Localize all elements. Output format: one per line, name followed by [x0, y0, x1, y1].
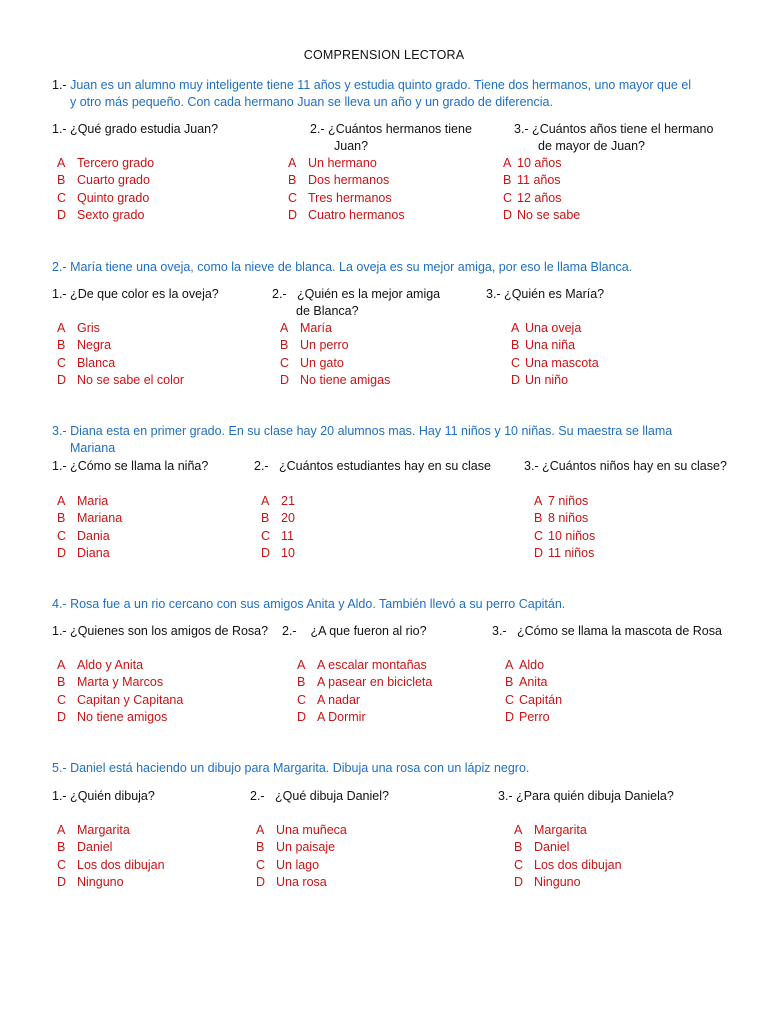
option-text: A escalar montañas [317, 658, 427, 672]
story-number: 1.- [52, 78, 67, 92]
question-label: 1.- ¿De que color es la oveja? [52, 287, 219, 301]
story-number: 5.- [52, 761, 67, 775]
answer-option[interactable] [57, 337, 184, 354]
option-text: Una muñeca [276, 823, 347, 837]
answer-option[interactable] [297, 657, 432, 674]
option-letter: C [57, 857, 67, 872]
option-letter: B [57, 675, 66, 690]
option-letter: C [57, 528, 67, 543]
question-1-2 [310, 121, 472, 155]
option-letter: D [505, 709, 515, 724]
options-4-2 [297, 657, 432, 726]
option-text: Una oveja [525, 321, 582, 335]
option-letter: C [280, 355, 290, 370]
answer-option[interactable] [57, 545, 122, 562]
option-letter: A [57, 156, 66, 170]
answer-option[interactable] [57, 674, 183, 691]
answer-option[interactable] [514, 874, 622, 891]
question-2-2 [272, 286, 440, 320]
option-text: Ninguno [534, 874, 581, 889]
option-text: No tiene amigos [77, 709, 168, 724]
answer-option[interactable] [514, 857, 622, 874]
answer-option[interactable] [297, 709, 432, 726]
option-text: Anita [519, 675, 548, 690]
question-3-2 [254, 458, 491, 475]
story-text-line-1: Juan es un alumno muy inteligente tiene 11 años y estudia quinto grado. Tiene dos hermanos, uno mayor que el [70, 78, 692, 92]
option-letter: D [503, 207, 513, 222]
option-letter: B [505, 675, 514, 690]
option-text: Aldo [519, 658, 545, 672]
option-text: A nadar [317, 692, 361, 707]
option-text: Dos hermanos [308, 173, 390, 188]
option-letter: A [280, 321, 289, 335]
option-letter: D [288, 207, 298, 222]
answer-option[interactable] [256, 839, 347, 856]
option-text: A Dormir [317, 709, 366, 724]
option-letter: C [57, 692, 67, 707]
option-text: 12 años [517, 190, 562, 205]
question-4-2 [282, 623, 427, 640]
answer-option[interactable] [288, 190, 405, 207]
answer-option[interactable] [297, 692, 432, 709]
options-5-1 [57, 822, 165, 891]
answer-option[interactable] [57, 839, 165, 856]
option-text: Los dos dibujan [534, 857, 622, 872]
story-number: 4.- [52, 597, 67, 611]
option-text: 11 años [517, 173, 561, 188]
answer-option[interactable] [57, 709, 183, 726]
question-4-3 [492, 623, 722, 640]
option-text: Daniel [534, 840, 570, 855]
answer-option[interactable] [280, 337, 390, 354]
answer-option[interactable] [514, 822, 622, 839]
option-text: Margarita [77, 823, 130, 837]
question-4-1 [52, 623, 268, 640]
option-letter: D [534, 545, 544, 560]
answer-option[interactable] [57, 190, 154, 207]
option-letter: D [256, 874, 266, 889]
option-text: A pasear en bicicleta [317, 675, 433, 690]
question-label: 2.- ¿Quién es la mejor amiga [272, 287, 441, 301]
option-letter: A [57, 321, 66, 335]
options-5-2 [256, 822, 347, 891]
answer-option[interactable] [256, 822, 347, 839]
option-letter: C [297, 692, 307, 707]
answer-option[interactable] [280, 372, 390, 389]
option-text: No tiene amigas [300, 372, 391, 387]
option-text: 10 niños [548, 528, 596, 543]
answer-option[interactable] [505, 657, 562, 674]
option-text: Un niño [525, 372, 569, 387]
options-3-2 [261, 493, 295, 562]
option-letter: D [261, 545, 271, 560]
answer-option[interactable] [297, 674, 432, 691]
option-letter: C [503, 190, 513, 205]
option-text: 11 [281, 528, 294, 543]
answer-option[interactable] [511, 337, 599, 354]
option-text: Capitán [519, 692, 563, 707]
question-1-1 [52, 121, 218, 138]
question-label: 3.- ¿Cuántos años tiene el hermano [514, 122, 714, 136]
option-text: Marta y Marcos [77, 675, 164, 690]
option-text: Un gato [300, 355, 344, 370]
option-text: Cuatro hermanos [308, 207, 405, 222]
option-text: Un paisaje [276, 840, 336, 855]
option-letter: D [297, 709, 307, 724]
option-text: Negra [77, 338, 112, 353]
option-text: Tercero grado [77, 156, 155, 170]
option-letter: D [280, 372, 290, 387]
option-text: 10 [281, 545, 295, 560]
option-text: 7 niños [548, 494, 589, 508]
option-text: Gris [77, 321, 100, 335]
story-number: 2.- [52, 260, 67, 274]
question-5-2 [250, 788, 389, 805]
options-1-3 [503, 155, 580, 224]
answer-option[interactable] [57, 692, 183, 709]
question-3-3 [524, 458, 727, 475]
answer-option[interactable] [256, 874, 347, 891]
question-label-continued: de Blanca? [296, 304, 359, 318]
question-1-3 [514, 121, 713, 155]
question-label: 2.- ¿Cuántos hermanos tiene [310, 122, 472, 136]
option-text: Tres hermanos [308, 190, 392, 205]
answer-option[interactable] [503, 190, 580, 207]
story-paragraph-1 [52, 77, 732, 111]
question-2-3 [486, 286, 604, 303]
options-1-2 [288, 155, 405, 224]
options-3-3 [534, 493, 595, 562]
option-text: Una niña [525, 338, 576, 353]
option-letter: B [514, 840, 523, 855]
option-text: No se sabe [517, 207, 581, 222]
option-text: Diana [77, 545, 110, 560]
story-text-line-2: y otro más pequeño. Con cada hermano Juan se lleva un año y un grado de diferencia. [70, 95, 553, 109]
option-letter: A [57, 494, 66, 508]
answer-option[interactable] [511, 355, 599, 372]
question-label: 1.- ¿Cómo se llama la niña? [52, 459, 209, 473]
page-title: COMPRENSION LECTORA [303, 48, 465, 62]
answer-option[interactable] [261, 510, 295, 527]
question-5-1 [52, 788, 155, 805]
story-paragraph-4 [52, 596, 732, 613]
option-letter: C [57, 355, 67, 370]
answer-option[interactable] [514, 839, 622, 856]
option-text: Un lago [276, 857, 320, 872]
option-text: No se sabe el color [77, 372, 185, 387]
answer-option[interactable] [261, 528, 295, 545]
answer-option[interactable] [57, 510, 122, 527]
answer-option[interactable] [534, 510, 595, 527]
option-text: 20 [281, 511, 295, 526]
story-text-line-1: Rosa fue a un rio cercano con sus amigos Anita y Aldo. También llevó a su perro Capitán. [70, 597, 566, 611]
answer-option[interactable] [57, 874, 165, 891]
answer-option[interactable] [57, 493, 122, 510]
option-letter: C [57, 190, 67, 205]
option-letter: B [297, 675, 306, 690]
option-text: Blanca [77, 355, 116, 370]
options-1-1 [57, 155, 154, 224]
answer-option[interactable] [57, 372, 184, 389]
story-text-line-1: Daniel está haciendo un dibujo para Margarita. Dibuja una rosa con un lápiz negro. [70, 761, 530, 775]
option-text: María [300, 321, 332, 335]
question-label: 3.- ¿Cuántos niños hay en su clase? [524, 459, 727, 473]
answer-option[interactable] [288, 172, 405, 189]
option-letter: B [288, 173, 297, 188]
option-letter: B [57, 840, 66, 855]
story-text-line-1: Diana esta en primer grado. En su clase hay 20 alumnos mas. Hay 11 niños y 10 niñas. Su maestra se llama [70, 424, 673, 438]
answer-option[interactable] [57, 857, 165, 874]
answer-option[interactable] [503, 172, 580, 189]
answer-option[interactable] [280, 320, 390, 337]
option-letter: D [514, 874, 524, 889]
answer-option[interactable] [511, 372, 599, 389]
question-label-continued: Juan? [334, 139, 369, 153]
options-2-2 [280, 320, 390, 389]
question-label: 1.- ¿Quienes son los amigos de Rosa? [52, 624, 269, 638]
option-letter: C [534, 528, 544, 543]
option-letter: C [261, 528, 271, 543]
answer-option[interactable] [57, 172, 154, 189]
question-label: 2.- ¿Cuántos estudiantes hay en su clase [254, 459, 491, 473]
options-4-3 [505, 657, 562, 726]
option-text: Cuarto grado [77, 173, 150, 188]
answer-option[interactable] [57, 207, 154, 224]
answer-option[interactable] [503, 207, 580, 224]
question-2-1 [52, 286, 219, 303]
option-letter: B [534, 511, 543, 526]
option-letter: C [505, 692, 515, 707]
option-text: Ninguno [77, 874, 124, 889]
option-text: Sexto grado [77, 207, 145, 222]
question-label: 2.- ¿A que fueron al rio? [282, 624, 427, 638]
option-text: Maria [77, 494, 109, 508]
story-paragraph-5 [52, 760, 732, 777]
option-text: Capitan y Capitana [77, 692, 184, 707]
answer-option[interactable] [280, 355, 390, 372]
options-2-1 [57, 320, 184, 389]
answer-option[interactable] [505, 692, 562, 709]
options-3-1 [57, 493, 122, 562]
answer-option[interactable] [57, 528, 122, 545]
option-letter: A [534, 494, 543, 508]
question-label: 3.- ¿Cómo se llama la mascota de Rosa [492, 624, 722, 638]
question-label-continued: de mayor de Juan? [538, 139, 646, 153]
option-text: Los dos dibujan [77, 857, 165, 872]
option-letter: A [57, 658, 66, 672]
option-letter: D [57, 372, 67, 387]
option-text: Una rosa [276, 874, 327, 889]
options-2-3 [511, 320, 599, 389]
option-letter: A [57, 823, 66, 837]
options-4-1 [57, 657, 183, 726]
answer-option[interactable] [534, 528, 595, 545]
option-letter: C [514, 857, 524, 872]
option-letter: B [511, 338, 520, 353]
option-letter: D [57, 709, 67, 724]
option-text: 10 años [517, 156, 562, 170]
option-text: Quinto grado [77, 190, 150, 205]
question-label: 1.- ¿Qué grado estudia Juan? [52, 122, 219, 136]
story-paragraph-2 [52, 259, 732, 276]
option-text: 21 [281, 494, 295, 508]
option-letter: C [256, 857, 266, 872]
option-letter: D [57, 874, 67, 889]
option-text: Daniel [77, 840, 113, 855]
story-text-line-1: María tiene una oveja, como la nieve de blanca. La oveja es su mejor amiga, por eso le llama Blanca. [70, 260, 633, 274]
answer-option[interactable] [57, 822, 165, 839]
options-5-3 [514, 822, 622, 891]
answer-option[interactable] [505, 709, 562, 726]
option-text: Margarita [534, 823, 587, 837]
option-letter: B [57, 511, 66, 526]
option-text: Perro [519, 709, 550, 724]
option-letter: A [503, 156, 512, 170]
answer-option[interactable] [57, 320, 184, 337]
option-letter: D [57, 207, 67, 222]
option-text: Dania [77, 528, 110, 543]
option-text: Mariana [77, 511, 123, 526]
answer-option[interactable] [288, 155, 405, 172]
option-letter: A [256, 823, 265, 837]
option-letter: D [57, 545, 67, 560]
answer-option[interactable] [288, 207, 405, 224]
answer-option[interactable] [534, 493, 595, 510]
question-5-3 [498, 788, 674, 805]
story-text-line-2: Mariana [70, 441, 116, 455]
option-letter: B [280, 338, 289, 353]
answer-option[interactable] [511, 320, 599, 337]
option-letter: A [511, 321, 520, 335]
option-letter: B [261, 511, 270, 526]
option-letter: A [297, 658, 306, 672]
story-number: 3.- [52, 424, 67, 438]
story-paragraph-3 [52, 423, 732, 457]
option-letter: A [505, 658, 514, 672]
option-letter: A [288, 156, 297, 170]
option-letter: A [261, 494, 270, 508]
answer-option[interactable] [261, 545, 295, 562]
option-text: Una mascota [525, 355, 599, 370]
answer-option[interactable] [503, 155, 580, 172]
option-letter: B [57, 338, 66, 353]
answer-option[interactable] [57, 657, 183, 674]
question-3-1 [52, 458, 208, 475]
answer-option[interactable] [57, 155, 154, 172]
answer-option[interactable] [505, 674, 562, 691]
question-label: 3.- ¿Quién es María? [486, 287, 605, 301]
option-letter: B [503, 173, 512, 188]
option-text: 8 niños [548, 511, 589, 526]
answer-option[interactable] [534, 545, 595, 562]
option-letter: B [256, 840, 265, 855]
option-letter: A [514, 823, 523, 837]
question-label: 2.- ¿Qué dibuja Daniel? [250, 789, 389, 803]
option-text: Un perro [300, 338, 349, 353]
option-letter: D [511, 372, 521, 387]
option-text: Aldo y Anita [77, 658, 144, 672]
answer-option[interactable] [256, 857, 347, 874]
answer-option[interactable] [57, 355, 184, 372]
answer-option[interactable] [261, 493, 295, 510]
option-letter: B [57, 173, 66, 188]
question-label: 1.- ¿Quién dibuja? [52, 789, 155, 803]
question-label: 3.- ¿Para quién dibuja Daniela? [498, 789, 674, 803]
option-text: 11 niños [548, 545, 595, 560]
option-letter: C [288, 190, 298, 205]
option-letter: C [511, 355, 521, 370]
option-text: Un hermano [308, 156, 377, 170]
